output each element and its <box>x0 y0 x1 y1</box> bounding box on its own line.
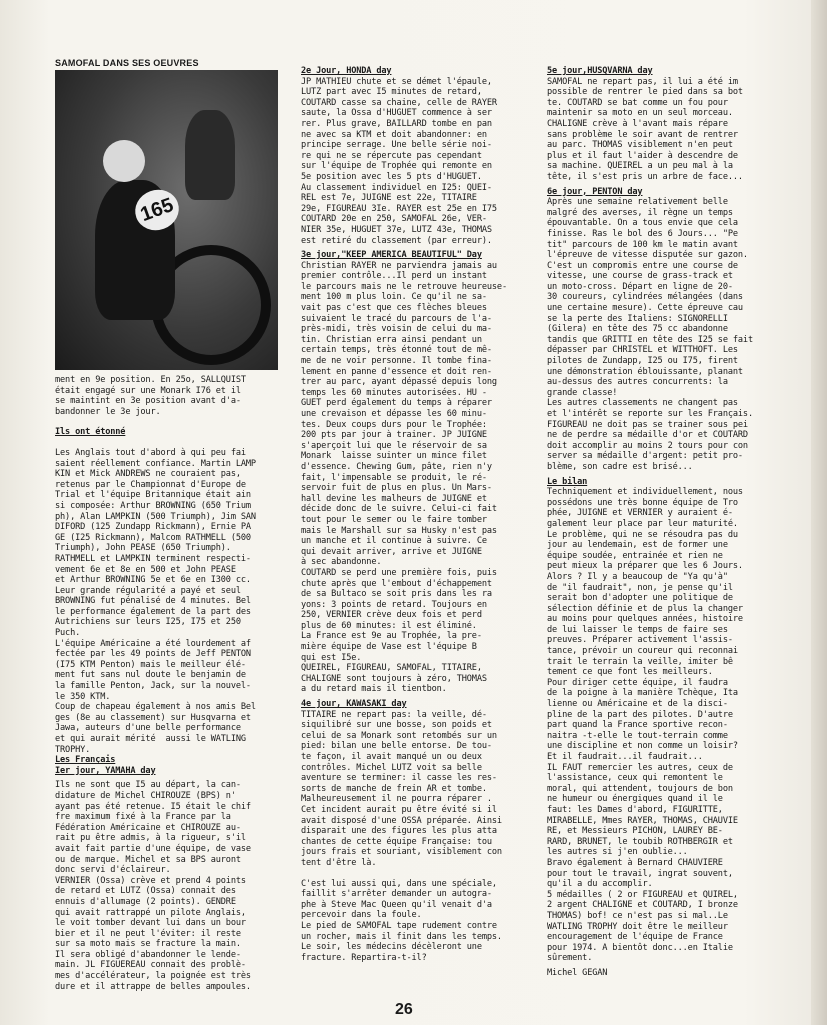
col1-paragraph: Les Anglais tout d'abord à qui peu fai saient réellement confiance. Martin LAMP KIN et Mick ANDREWS ne couraient pas, retenus par le Championnat d'Europe de Trial et l'équipe Britannique était ain si composée: Arthur BROWNING (650 Trium ph), Alan LAMPKIN (500 Triumph), Jim SAN DIFORD (125 Zundapp Rickmann), Ernie PA GE (I25 Rickmann), Malcom RATHMELL (500 Triumph), John PEASE (650 Triumph). RATHMELL et LAMPKIN terminent respecti- vement 6e et 8e en 500 et John PEASE et Arthur BROWNING 5e et 6e en I300 cc. Leur grande régularité a payé et seul BROWNING fut pénalisé de 4 minutes. Bel le performance également de la part des Autrichiens sur leurs I25, I75 et 250 Puch. L'équipe Américaine a été lourdement af fectée par les 49 points de Jeff PENTON (I75 KTM Penton) mais le meilleur élé- ment fut sans nul doute le benjamin de la famille Penton, Jack, sur la nouvel- le 350 KTM. Coup de chapeau également à nos amis Bel ges (8e au classement) sur Husqvarna et Jawa, auteurs d'une belle performance et qui aurait mérité aussi le WATLING TROPHY. <box>55 447 256 755</box>
number-plate: 165 <box>129 184 184 237</box>
col1-paragraph: ment en 9e position. En 25o, SALLQUIST était engagé sur une Monark I76 et il se maintint en 3e position avant d'a- bandonner le 3e jour. <box>55 375 246 417</box>
section-heading: 4e jour, KAWASAKI day <box>301 699 407 710</box>
motocross-photo <box>55 70 278 370</box>
section-heading: 2e Jour, HONDA day <box>301 66 392 76</box>
col3-paragraph: Après une semaine relativement belle malgré des averses, il règne un temps épouvantable. On a tous envie que cela finisse. Ras le bol des 6 Jours... "Pe tit" parcours de 100 km le matin avant l'épreuve de vitesse disputée sur gazon. C'est un compromis entre une course de vitesse, une course de grass-track et un moto-cross. Départ en ligne de 20- 30 coureurs, cylindrées mélangées (dans une certaine mesure). Cette épreuve cau se la perte des Italiens: SIGNORELLI (Gilera) en tête des 75 cc abandonne tandis que GRITTI en tête des I25 se fait dépasser par CHRISTEL et WITTHOFT. Les pilotes de Zundapp, I25 ou I75, firent une démonstration éblouissante, planant au-dessus des autres concurrents: la grande classe! Les autres classements ne changent pas et l'intérêt se reporte sur les Français. FIGUREAU ne doit pas se trainer sous pei ne de perdre sa médaille d'or et COUTARD doit accomplir au moins 2 tours pour con server sa médaille d'argent: petit pro- blème, son cadre est brisé... <box>547 197 753 472</box>
section-heading: 6e jour, PENTON day <box>547 186 643 197</box>
author-signature: Michel GEGAN <box>547 967 608 978</box>
binding-edge <box>811 0 827 1025</box>
section-heading: 3e jour,"KEEP AMERICA BEAUTIFUL" Day <box>301 250 482 261</box>
photo-caption: SAMOFAL DANS SES OEUVRES <box>55 58 199 68</box>
section-heading: Ils ont étonné <box>55 427 126 438</box>
col3-paragraph: SAMOFAL ne repart pas, il lui a été im possible de rentrer le pied dans sa bot te. COUTARD se bat comme un fou pour maintenir sa moto en un seul morceau. CHALIGNE crève à l'avant mais répare sans problème le soir avant de rentrer au parc. THOMAS visiblement n'en peut plus et il faut l'aider à descendre de sa machine. QUEIREL a un peu mal à la tête, il s'est pris un arbre de face... <box>547 76 743 182</box>
col2-paragraph: Christian RAYER ne parviendra jamais au premier contrôle...Il perd un instant le parcours mais ne le retrouve heureuse- ment 100 m plus loin. Ce qu'il ne sa- vait pas c'est que ces flèches bleues suivaient le tracé du parcours de l'a- près-midi, très voisin de celui du ma- tin. Christian erra ainsi pendant un certain temps, très étonné tout de mê- me de ne voir personne. Il tombe fina- lement en panne d'essence et doit ren- trer au parc, ayant dépassé depuis long temps les 60 minutes autorisées. HU - GUET perd également du temps à réparer une crevaison et dépasse les 60 minu- tes. Deux coups durs pour le Trophée: 200 pts par jour à trainer. JP JUIGNE s'aperçoit lui que le réservoir de sa Monark laisse suinter un mince filet d'essence. Chewing Gum, pâte, rien n'y fait, l'impensable se produit, le ré- servoir fuit de plus en plus. Un Mars- hall devine les malheurs de JUIGNE et décide donc de le suivre. Celui-ci fait tout pour le semer ou le faire tomber mais le Marshall sur sa Husky n'est pas un manche et il continue à suivre. Ce qui devait arriver, arrive et JUIGNE à sec abandonne. COUTARD se perd une première fois, puis chute après que l'embout d'échappement de sa Bultaco se soit pris dans les ra yons: 3 points de retard. Toujours en 250, VERNIER crève deux fois et perd plus de 60 minutes: il est éliminé. La France est 9e au Trophée, la pre- mière équipe de Vase est l'équipe B qui est I5e. QUEIREL, FIGUREAU, SAMOFAL, TITAIRE, CHALIGNE sont toujours à zéro, THOMAS a du retard mais il tientbon. <box>301 260 507 695</box>
col3-paragraph: Techniquement et individuellement, nous possédons une très bonne équipe de Tro phée, JUIGNE et VERNIER y auraient é- galement leur place par leur maturité. Le problème, qui ne se résoudra pas du jour au lendemain, est de former une équipe soudée, entrainée et rien ne peut mieux la préparer que les 6 Jours. Alors ? Il y a beaucoup de "Ya qu'à" de "il faudrait", non, je pense qu'il serait bon d'adopter une politique de sélection définie et de plus la changer au moins pour quelques années, histoire de lui laisser le temps de faire ses preuves. Préparer activement l'assis- tance, prévoir un coureur qui reconnai trait le terrain la veille, imiter bê tement ce que font les meilleurs. Pour diriger cette équipe, il faudra de la poigne à la manière Tchèque, Ita lienne ou Américaine et de la disci- pline de la part des pilotes. D'autre part quand la France sportive recon- naitra -t-elle le tout-terrain comme une discipline et non comme un loisir? Et il faudrait...il faudrait... IL FAUT remercier les autres, ceux de l'assistance, ceux qui remontent le moral, qui attendent, toujours de bon ne humeur ou énergiques quand il le faut: les Dames d'abord, FIGURITTE, MIRABELLE, Mmes RAYER, THOMAS, CHAUVIE RE, et Messieurs PICHON, LAUREY BE- RARD, BRUNET, le toubib ROTHBERGIR et les autres si j'en oublie... Bravo également à Bernard CHAUVIERE pour tout le travail, ingrat souvent, qu'il a du accomplir. 5 médailles ( 2 or FIGUREAU et QUIREL, 2 argent CHALIGNE et COUTARD, I bronze THOMAS) bof! ce n'est pas si mal..Le WATLING TROPHY doit être le meilleur encouragement de l'équipe de France pour 1974. A bientôt donc...en Italie sûrement. <box>547 487 743 964</box>
col2-paragraph: C'est lui aussi qui, dans une spéciale, faillit s'arrêter demander un autogra- phe à Steve Mac Queen qu'il venait d'a percevoir dans la foule. Le pied de SAMOFAL tape rudement contre un rocher, mais il finit dans les temps. Le soir, les médecins décèleront une fracture. Repartira-t-il? <box>301 878 502 963</box>
column-1 <box>55 375 291 992</box>
section-heading: Ier jour, YAMAHA day <box>55 765 156 776</box>
section-heading: Les Français <box>55 755 116 766</box>
column-2 <box>301 66 537 963</box>
col1-paragraph: Ils ne sont que I5 au départ, la can- didature de Michel CHIROUZE (BPS) n' ayant pas été retenue. I5 était le chif fre maximum fixé à la France par la Fédération Américaine et CHIROUZE au- rait pu être admis, à la rigueur, s'il avait fait partie d'une équipe, de vase ou de marque. Michel et sa BPS auront donc servi d'éclaireur. VERNIER (Ossa) crève et prend 4 points de retard et LUTZ (Ossa) connait des ennuis d'allumage (2 points). GENDRE qui avait rattrappé un pilote Anglais, le voit tomber devant lui dans un bour bier et il ne peut l'éviter: il reste sur sa moto mais se fracture la main. Il sera obligé d'abandonner le lende- main. JL FIGUEREAU connait des problè- mes d'accélérateur, la poignée est très dure et il attrappe de belles ampoules. <box>55 780 251 992</box>
col2-paragraph: TITAIRE ne repart pas: la veille, dé- siquilibré sur une bosse, son poids et celui de sa Monark sont retombés sur un pied: bilan une belle entorse. De tou- te façon, il avait manqué un ou deux contrôles. Michel LUTZ voit sa belle aventure se terminer: il casse les res- sorts de manche de frein AR et tombe. Malheureusement il ne pourra réparer . Cet incident aurait pu être évité si il avait disposé d'une OSSA préparée. Ainsi disparait une des figures les plus atta chantes de cette équipe Française: tou jours frais et souriant, visiblement con tent d'être là. <box>301 709 502 868</box>
page-number: 26 <box>395 1001 413 1018</box>
section-heading: 5e jour,HUSQVARNA day <box>547 66 653 76</box>
section-heading: Le bilan <box>547 476 588 487</box>
column-3 <box>547 66 783 978</box>
spectator-silhouette <box>185 110 235 200</box>
col2-paragraph: JP MATHIEU chute et se démet l'épaule, LUTZ part avec I5 minutes de retard, COUTARD casse sa chaine, celle de RAYER saute, la Ossa d'HUGUET commence à ser rer. Plus grave, BAILLARD tombe en pan ne avec sa KTM et doit abandonner: en principe serrage. Une belle série noi- re qui ne se répercute pas cependant sur l'équipe de Trophée qui remonte en 5e position avec les 5 pts d'HUGUET. Au classement individuel en I25: QUEI- REL est 7e, JUIGNE est 22e, TITAIRE 29e, FIGUREAU 3Ie. RAYER est 25e en I75 COUTARD 20e en 250, SAMOFAL 26e, VER- NIER 35e, HUGUET 37e, LUTZ 43e, THOMAS est retiré du classement (par erreur). <box>301 76 497 246</box>
rider-helmet <box>103 140 145 182</box>
